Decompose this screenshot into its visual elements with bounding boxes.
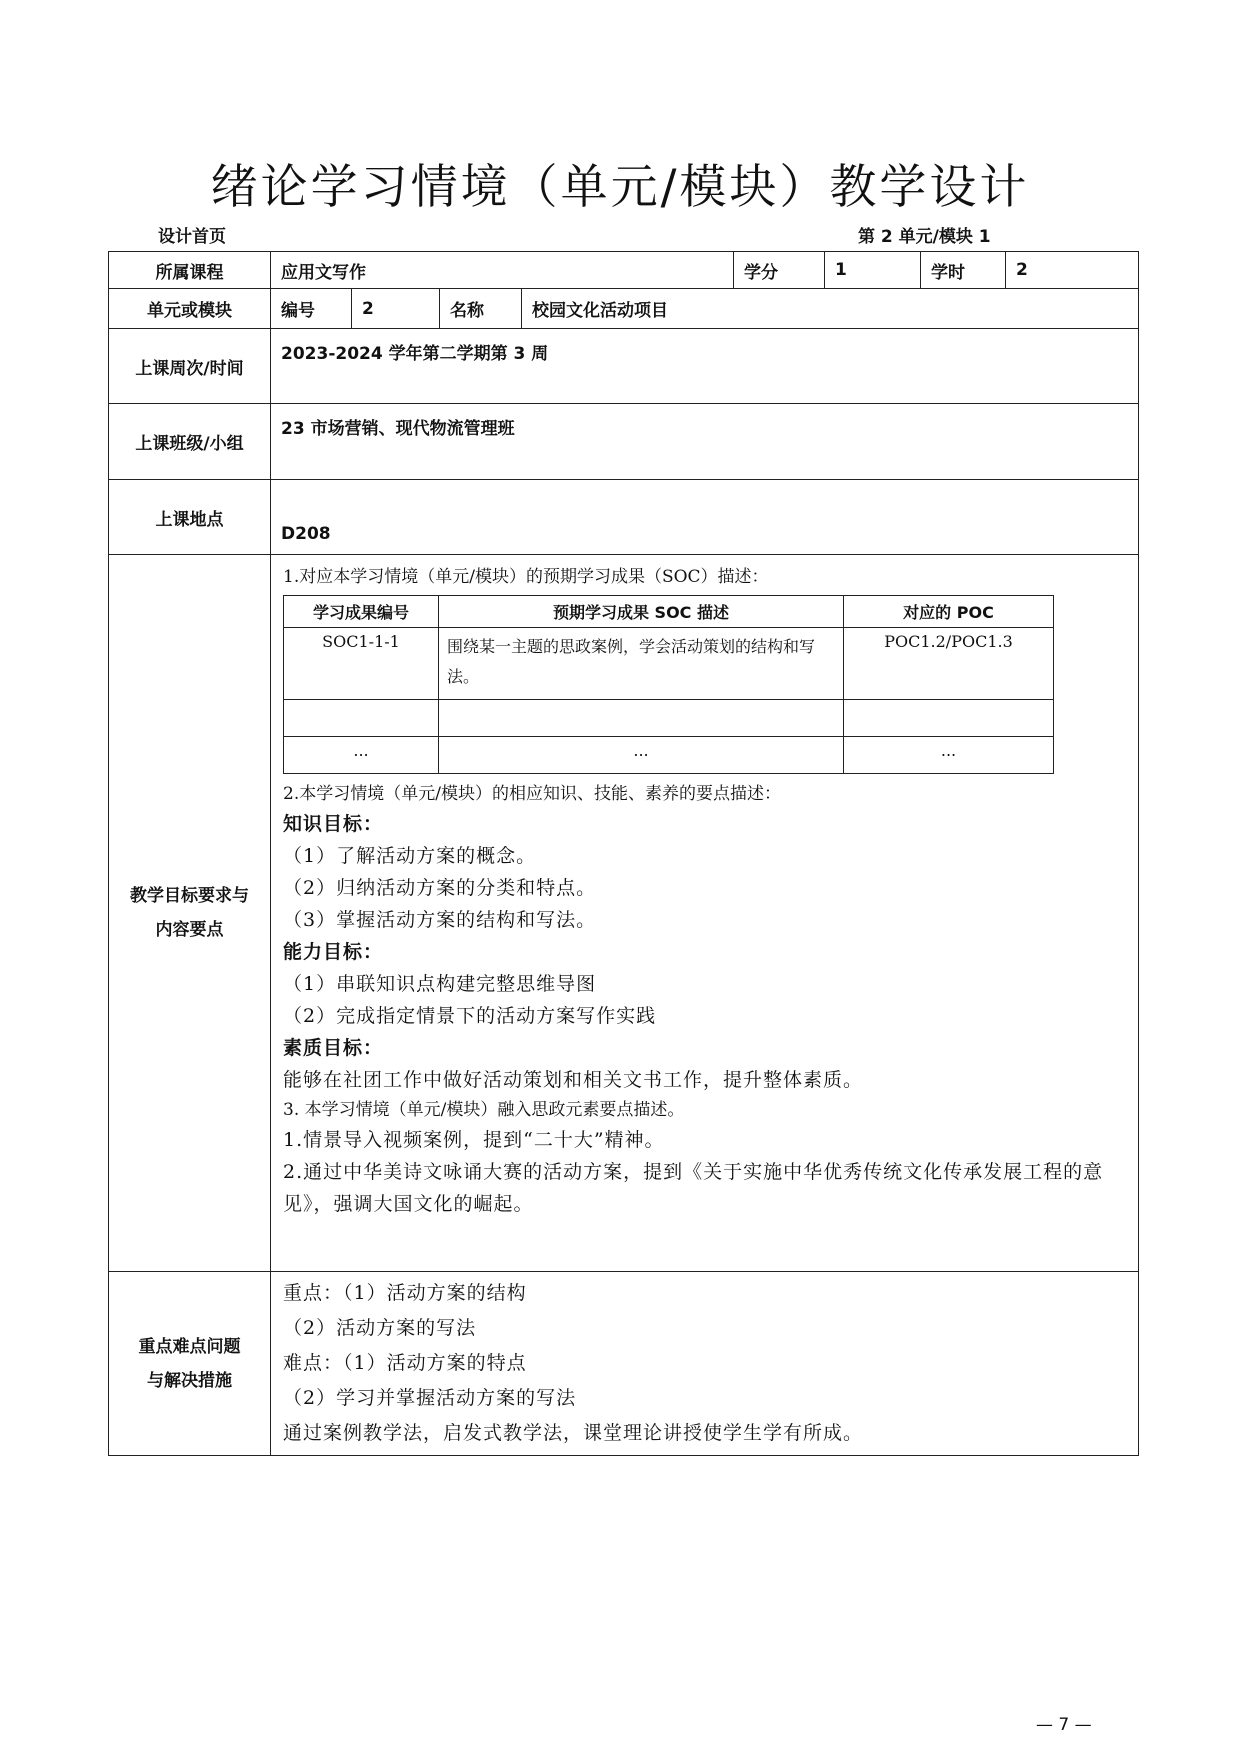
location-label: 上课地点 [109,480,271,555]
course-value: 应用文写作 [271,252,734,289]
keypoint-line: 难点：（1）活动方案的特点 [283,1352,527,1374]
location-value: D208 [271,480,1139,555]
keypoints-label-line1: 重点难点问题 [138,1336,241,1357]
soc-desc: 围绕某一主题的思政案例，学会活动策划的结构和写法。 [439,628,844,700]
unit-name: 校园文化活动项目 [522,289,1139,329]
ideology-item: 2.通过中华美诗文咏诵大赛的活动方案，提到《关于实施中华优秀传统文化传承发展工程的意见》，强调大国文化的崛起。 [283,1161,1104,1215]
soc-header-code: 学习成果编号 [284,596,439,628]
objectives-content [271,555,1139,1272]
soc-ellipsis: ... [439,737,844,774]
ability-item: （1）串联知识点构建完整思维导图 [283,973,597,995]
keypoints-label-line2: 与解决措施 [147,1370,232,1391]
unit-number-label: 编号 [271,289,352,329]
keypoints-label [109,1272,271,1456]
soc-ellipsis: ... [844,737,1054,774]
course-label: 所属课程 [109,252,271,289]
soc-empty-cell [284,700,439,737]
quality-title: 素质目标： [283,1037,384,1059]
soc-ellipsis: ... [284,737,439,774]
keypoints-content [271,1272,1139,1456]
soc-header-poc: 对应的 POC [844,596,1054,628]
soc-row [284,628,1054,700]
design-table [108,251,1139,1456]
design-first-page-label: 设计首页 [158,227,226,247]
unit-label: 单元或模块 [109,289,271,329]
class-value: 23 市场营销、现代物流管理班 [271,404,1139,480]
knowledge-title: 知识目标： [283,813,384,835]
class-label: 上课班级/小组 [109,404,271,480]
knowledge-item: （3）掌握活动方案的结构和写法。 [283,909,597,931]
location-row [109,480,1139,555]
hours-label: 学时 [921,252,1006,289]
points-intro: 2.本学习情境（单元/模块）的相应知识、技能、素养的要点描述： [283,784,781,804]
keypoint-line: （2）活动方案的写法 [283,1317,477,1339]
objectives-row [109,555,1139,1272]
objectives-label [109,555,271,1272]
soc-empty-cell [439,700,844,737]
soc-table [283,595,1054,774]
soc-empty-row [284,700,1054,737]
objectives-label-line2: 内容要点 [155,920,224,940]
week-value: 2023-2024 学年第二学期第 3 周 [271,329,1139,404]
course-row [109,252,1139,289]
soc-code: SOC1-1-1 [284,628,439,700]
page-title: 绪论学习情境（单元/模块）教学设计 [210,160,1030,215]
knowledge-item: （2）归纳活动方案的分类和特点。 [283,877,597,899]
soc-header-row [284,596,1054,628]
page-number: — 7 — [1036,1715,1092,1735]
objectives-label-line1: 教学目标要求与 [130,886,249,906]
soc-header-desc: 预期学习成果 SOC 描述 [439,596,844,628]
keypoints-row [109,1272,1139,1456]
unit-name-label: 名称 [440,289,522,329]
ability-item: （2）完成指定情景下的活动方案写作实践 [283,1005,657,1027]
credit-label: 学分 [734,252,825,289]
class-row [109,404,1139,480]
knowledge-item: （1）了解活动方案的概念。 [283,845,537,867]
keypoint-line: （2）学习并掌握活动方案的写法 [283,1387,577,1409]
credit-value: 1 [825,252,921,289]
soc-empty-cell [844,700,1054,737]
keypoint-line: 重点：（1）活动方案的结构 [283,1282,527,1304]
week-label: 上课周次/时间 [109,329,271,404]
quality-text: 能够在社团工作中做好活动策划和相关文书工作，提升整体素质。 [283,1069,864,1091]
hours-value: 2 [1006,252,1139,289]
ability-title: 能力目标： [283,941,384,963]
ideology-intro: 3. 本学习情境（单元/模块）融入思政元素要点描述。 [283,1100,685,1120]
unit-row [109,289,1139,329]
ideology-item: 1.情景导入视频案例，提到“二十大”精神。 [283,1129,665,1151]
week-row [109,329,1139,404]
keypoint-line: 通过案例教学法，启发式教学法，课堂理论讲授使学生学有所成。 [283,1422,864,1444]
soc-ellipsis-row [284,737,1054,774]
unit-number: 2 [352,289,440,329]
soc-intro: 1.对应本学习情境（单元/模块）的预期学习成果（SOC）描述： [283,567,769,587]
soc-poc: POC1.2/POC1.3 [844,628,1054,700]
unit-module-label: 第 2 单元/模块 1 [858,227,991,247]
